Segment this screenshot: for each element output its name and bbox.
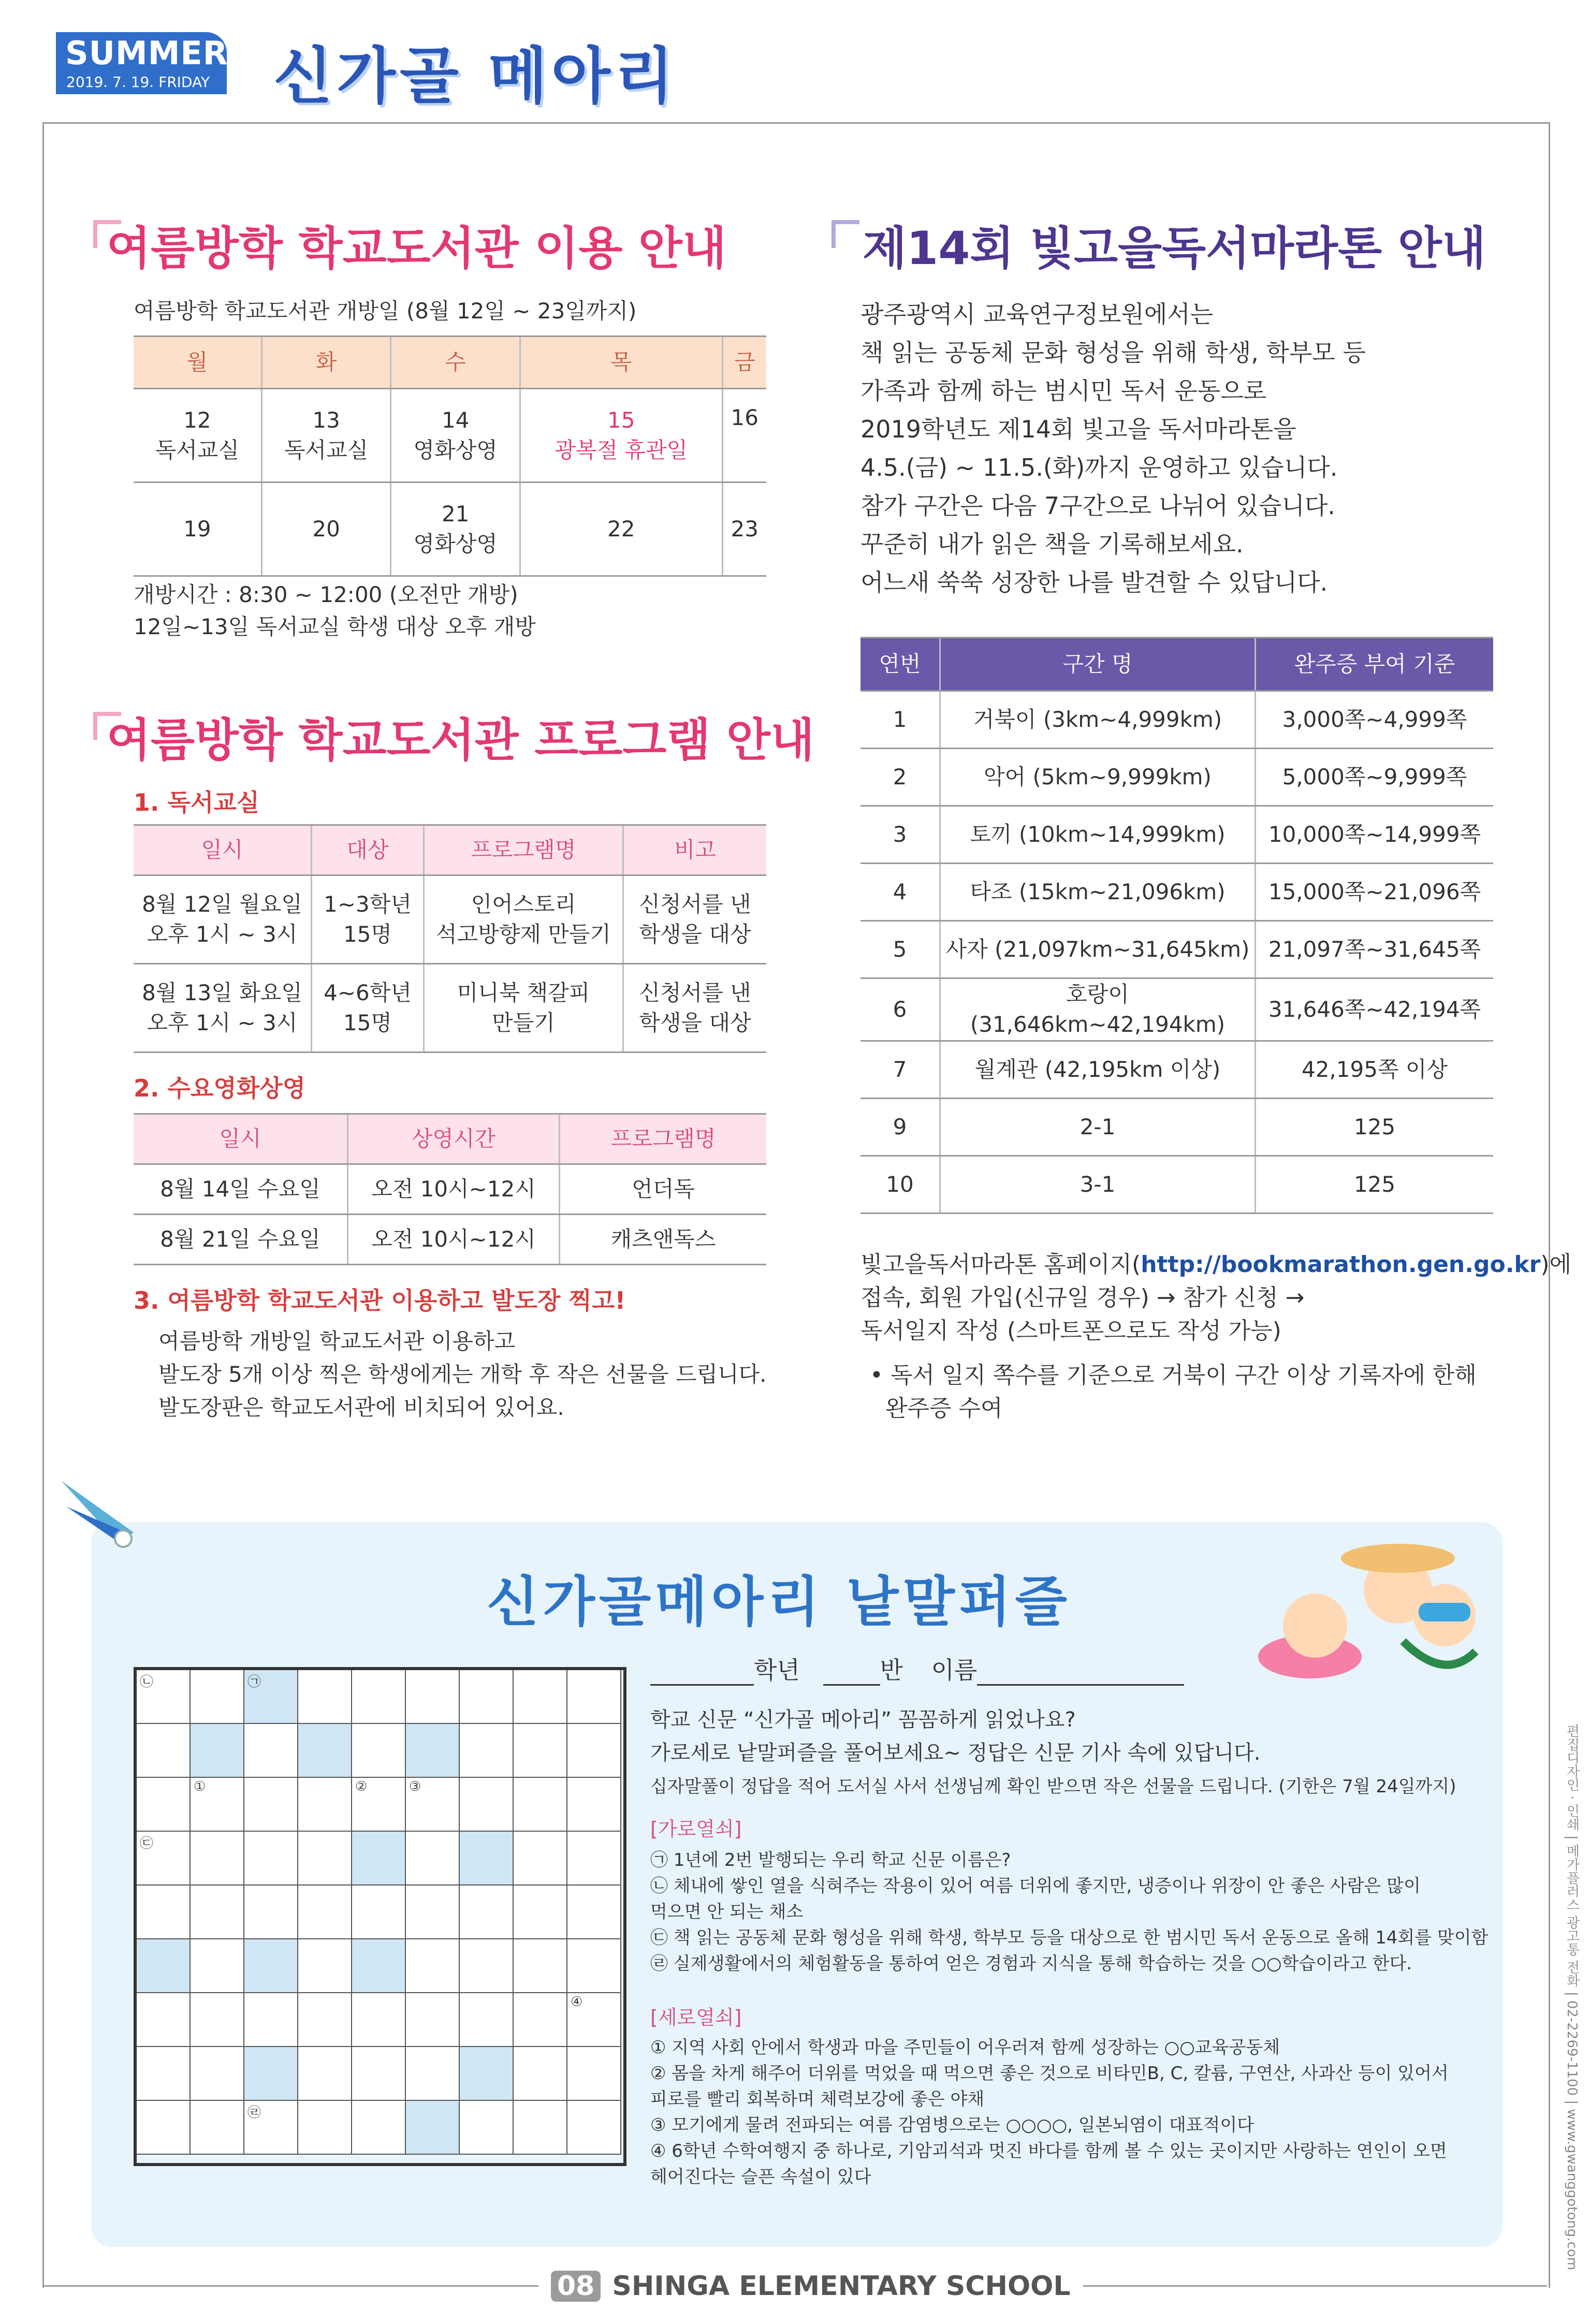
- crossword-cell[interactable]: [406, 1832, 460, 1885]
- table-cell: 4~6학년 15명: [312, 964, 424, 1053]
- col-header: 비고: [623, 825, 767, 875]
- crossword-cell[interactable]: [514, 1778, 567, 1832]
- crossword-cell[interactable]: [514, 1885, 567, 1939]
- clue-number: ㉠: [247, 1674, 261, 1690]
- table-cell: 8월 12일 월요일 오후 1시 ~ 3시: [134, 875, 312, 964]
- table-cell: 사자 (21,097km~31,645km): [940, 921, 1256, 978]
- date-cell: 23: [722, 483, 766, 576]
- crossword-cell[interactable]: [244, 2047, 298, 2101]
- crossword-cell[interactable]: [514, 1832, 567, 1885]
- day-header: 금: [722, 337, 766, 389]
- table-cell: 신청서를 낸 학생을 대상: [623, 964, 767, 1053]
- movie-subtitle: 2. 수요영화상영: [134, 1074, 306, 1102]
- crossword-cell[interactable]: [567, 1885, 621, 1939]
- crossword-cell[interactable]: [460, 2047, 514, 2101]
- table-cell: 3: [860, 806, 940, 864]
- crossword-cell[interactable]: [191, 1778, 244, 1832]
- library-intro: 여름방학 학교도서관 개방일 (8월 12일 ~ 23일까지): [134, 298, 637, 324]
- crossword-grid: [134, 1667, 626, 2166]
- table-cell: 언더독: [560, 1164, 767, 1215]
- crossword-cell[interactable]: [406, 1993, 460, 2047]
- crossword-cell[interactable]: [137, 2047, 191, 2101]
- table-cell: 8월 14일 수요일: [134, 1164, 348, 1215]
- crossword-cell[interactable]: [137, 1670, 191, 1724]
- table-cell: 6: [860, 978, 940, 1041]
- printer-credit: 편집디자인 · 인쇄 | 메가플러스 광고통 전화 | 02-2269-1100 | www.gwanggotong.com: [1564, 1724, 1580, 2271]
- crossword-cell[interactable]: [352, 1993, 406, 2047]
- stamp-line: 발도장 5개 이상 찍은 학생에게는 개학 후 작은 선물을 드립니다.: [158, 1362, 767, 1387]
- table-cell: 10: [860, 1156, 940, 1214]
- table-cell: 오전 10시~12시: [348, 1164, 560, 1215]
- stamp-subtitle: 3. 여름방학 학교도서관 이용하고 발도장 찍고!: [134, 1287, 626, 1314]
- col-header: 연번: [860, 638, 940, 691]
- crossword-cell[interactable]: [244, 1778, 298, 1832]
- date-cell: 12 독서교실: [134, 389, 261, 483]
- crossword-cell[interactable]: [137, 1832, 191, 1885]
- crossword-cell[interactable]: [567, 2047, 621, 2101]
- crossword-cell[interactable]: [514, 2101, 567, 2155]
- crossword-cell[interactable]: [137, 1885, 191, 1939]
- crossword-cell[interactable]: [406, 1724, 460, 1778]
- table-cell: 호랑이 (31,646km~42,194km): [940, 978, 1256, 1041]
- table-cell: 2-1: [940, 1099, 1256, 1156]
- table-cell: 5,000쪽~9,999쪽: [1256, 749, 1494, 806]
- crossword-cell[interactable]: [191, 1832, 244, 1885]
- clue-number: ㉣: [247, 2105, 261, 2121]
- marathon-section-table: [860, 637, 1493, 1214]
- crossword-cell[interactable]: [514, 1993, 567, 2047]
- season-badge: [56, 32, 227, 94]
- program-title: 여름방학 학교도서관 프로그램 안내: [107, 713, 815, 767]
- crossword-cell[interactable]: [298, 1993, 352, 2047]
- children-illustration-icon: [1248, 1538, 1486, 1693]
- day-header: 수: [391, 337, 520, 389]
- student-info-line: 학년 반 이름: [650, 1651, 1184, 1686]
- table-cell: 1~3학년 15명: [312, 875, 424, 964]
- table-cell: 15,000쪽~21,096쪽: [1256, 864, 1494, 921]
- newspaper-title: 신가골 메아리: [273, 40, 678, 112]
- crossword-cell[interactable]: [406, 1885, 460, 1939]
- table-cell: 8월 13일 화요일 오후 1시 ~ 3시: [134, 964, 312, 1053]
- date-cell: 21 영화상영: [391, 483, 520, 576]
- col-header: 프로그램명: [560, 1114, 767, 1164]
- crossword-cell[interactable]: [352, 1724, 406, 1778]
- puzzle-title: 신가골메아리 낱말퍼즐: [487, 1570, 1071, 1633]
- puzzle-intro: 학교 신문 “신가골 메아리” 꼼꼼하게 읽었나요? 가로세로 낱말퍼즐을 풀어보세요~ 정답은 신문 기사 속에 있답니다.: [650, 1708, 1261, 1765]
- crossword-cell[interactable]: [298, 1939, 352, 1993]
- crossword-cell[interactable]: [460, 1778, 514, 1832]
- crossword-cell[interactable]: [137, 1724, 191, 1778]
- crossword-cell[interactable]: [137, 2101, 191, 2155]
- marathon-homepage-link[interactable]: http://bookmarathon.gen.go.kr: [1141, 1251, 1541, 1278]
- marathon-description: 광주광역시 교육연구정보원에서는 책 읽는 공동체 문화 형성을 위해 학생, 학부모 등 가족과 함께 하는 범시민 독서 운동으로 2019학년도 제14회 빛고을 독서마라톤을 4.5.(금) ~ 11.5.(화)까지 운영하고 있습니다. 참가 구간은 다음 7구간으로 나뉘어 있습니다. 꾸준히 내가 읽은 책을 기록해보세요. 어느새 쑥쑥 성장한 나를 발견할 수 있답니다.: [860, 300, 1366, 596]
- crossword-cell[interactable]: [137, 1993, 191, 2047]
- crossword-cell[interactable]: [567, 1778, 621, 1832]
- table-cell: 인어스토리 석고방향제 만들기: [424, 875, 623, 964]
- library-schedule-table: [134, 335, 766, 577]
- day-header: 월: [134, 337, 261, 389]
- across-clues: ㉠ 1년에 2번 발행되는 우리 학교 신문 이름은? ㉡ 체내에 쌓인 열을 식혀주는 작용이 있어 여름 더위에 좋지만, 냉증이나 위장이 안 좋은 사람은 많이 먹으면 안 되는 채소 ㉢ 책 읽는 공동체 문화 형성을 위해 학생, 학부모 등을 대상으로 한 범시민 독서 운동으로 올해 14회를 맞이함 ㉣ 실제생활에서의 체험활동을 통하여 얻은 경험과 지식을 통해 학습하는 것을 ○○학습이라고 한다.: [650, 1850, 1489, 1974]
- table-cell: 1: [860, 691, 940, 749]
- table-cell: 오전 10시~12시: [348, 1215, 560, 1265]
- down-clues: ① 지역 사회 안에서 학생과 마을 주민들이 어우러져 함께 성장하는 ○○교육공동체 ② 몸을 차게 해주어 더위를 먹었을 때 먹으면 좋은 것으로 비타민B, C, 칼륨, 구연산, 사과산 등이 있어서 피로를 빨리 회복하며 체력보강에 좋은 야채 ③ 모기에게 물려 전파되는 여름 감염병으로는 ○○○○, 일본뇌염이 대표적이다 ④ 6학년 수학여행지 중 하나로, 기암괴석과 멋진 바다를 함께 볼 수 있는 곳이지만 사랑하는 연인이 오면 헤어진다는 슬픈 속설이 있다: [650, 2037, 1449, 2187]
- crossword-cell[interactable]: [298, 2047, 352, 2101]
- crossword-cell[interactable]: [298, 1778, 352, 1832]
- crossword-cell[interactable]: [352, 1939, 406, 1993]
- date-cell: 13 독서교실: [261, 389, 391, 483]
- col-header: 상영시간: [348, 1114, 560, 1164]
- table-cell: 악어 (5km~9,999km): [940, 749, 1256, 806]
- crossword-cell[interactable]: [406, 2101, 460, 2155]
- date-cell: 16: [722, 389, 766, 483]
- grade-blank[interactable]: [650, 1656, 754, 1686]
- clue-number: ①: [194, 1779, 206, 1794]
- crossword-cell[interactable]: [137, 1939, 191, 1993]
- col-header: 프로그램명: [424, 825, 623, 875]
- table-cell: 토끼 (10km~14,999km): [940, 806, 1256, 864]
- col-header: 완주증 부여 기준: [1256, 638, 1494, 691]
- crossword-cell[interactable]: [244, 1939, 298, 1993]
- crossword-cell[interactable]: [137, 1778, 191, 1832]
- crossword-cell[interactable]: [191, 2047, 244, 2101]
- crossword-cell[interactable]: [460, 1832, 514, 1885]
- clue-number: ②: [355, 1779, 368, 1794]
- table-cell: 42,195쪽 이상: [1256, 1041, 1494, 1099]
- crossword-cell[interactable]: [460, 2101, 514, 2155]
- crossword-cell[interactable]: [191, 1993, 244, 2047]
- puzzle-notice: 십자말풀이 정답을 적어 도서실 사서 선생님께 확인 받으면 작은 선물을 드립니다. (기한은 7월 24일까지): [650, 1776, 1456, 1797]
- library-title: 여름방학 학교도서관 이용 안내: [107, 222, 727, 275]
- table-cell: 월계관 (42,195km 이상): [940, 1041, 1256, 1099]
- marathon-bullet: • 독서 일지 쪽수를 기준으로 거북이 구간 이상 기록자에 한해: [870, 1362, 1477, 1388]
- library-hours: 개방시간 : 8:30 ~ 12:00 (오전만 개방): [134, 582, 518, 607]
- table-cell: 21,097쪽~31,645쪽: [1256, 921, 1494, 978]
- marathon-title: 제14회 빛고을독서마라톤 안내: [863, 222, 1486, 275]
- crossword-cell[interactable]: [244, 1832, 298, 1885]
- date-cell: 19: [134, 483, 261, 576]
- crossword-cell[interactable]: [352, 2101, 406, 2155]
- crossword-cell[interactable]: [460, 1724, 514, 1778]
- col-header: 일시: [134, 1114, 348, 1164]
- table-cell: 5: [860, 921, 940, 978]
- movie-table: [134, 1113, 766, 1265]
- crossword-cell[interactable]: [244, 2101, 298, 2155]
- crossword-cell[interactable]: [191, 2101, 244, 2155]
- table-cell: 미니북 책갈피 만들기: [424, 964, 623, 1053]
- marathon-bullet-cont: 완주증 수여: [885, 1395, 1003, 1422]
- pin-icon: [56, 1475, 139, 1553]
- reading-class-subtitle: 1. 독서교실: [134, 788, 260, 816]
- crossword-cell[interactable]: [191, 1724, 244, 1778]
- col-header: 대상: [312, 825, 424, 875]
- table-cell: 거북이 (3km~4,999km): [940, 691, 1256, 749]
- table-cell: 10,000쪽~14,999쪽: [1256, 806, 1494, 864]
- crossword-cell[interactable]: [460, 1993, 514, 2047]
- crossword-cell[interactable]: [567, 1832, 621, 1885]
- down-heading: [세로열쇠]: [650, 2006, 742, 2029]
- crossword-cell[interactable]: [514, 1670, 567, 1724]
- crossword-cell[interactable]: [298, 1885, 352, 1939]
- crossword-cell[interactable]: [460, 1885, 514, 1939]
- col-header: 구간 명: [940, 638, 1256, 691]
- season-label: SUMMER: [65, 34, 228, 72]
- table-cell: 9: [860, 1099, 940, 1156]
- crossword-cell[interactable]: [244, 1670, 298, 1724]
- clue-number: ㉢: [140, 1836, 154, 1851]
- crossword-cell[interactable]: [352, 2047, 406, 2101]
- crossword-cell[interactable]: [514, 1724, 567, 1778]
- crossword-cell[interactable]: [191, 1885, 244, 1939]
- table-cell: 타조 (15km~21,096km): [940, 864, 1256, 921]
- crossword-cell[interactable]: [191, 1939, 244, 1993]
- page-number: 08: [551, 2271, 601, 2302]
- table-cell: 3-1: [940, 1156, 1256, 1214]
- table-cell: 캐츠앤독스: [560, 1215, 767, 1265]
- date-cell: 14 영화상영: [391, 389, 520, 483]
- clue-number: ③: [409, 1779, 421, 1794]
- date-cell: 20: [261, 483, 391, 576]
- crossword-cell[interactable]: [298, 2101, 352, 2155]
- table-cell: 7: [860, 1041, 940, 1099]
- reading-class-table: [134, 824, 766, 1053]
- day-header: 목: [520, 337, 722, 389]
- crossword-cell[interactable]: [567, 1939, 621, 1993]
- crossword-cell[interactable]: [298, 1832, 352, 1885]
- crossword-cell[interactable]: [352, 1885, 406, 1939]
- marathon-step-line: 접속, 회원 가입(신규일 경우) → 참가 신청 →: [860, 1284, 1305, 1311]
- issue-date: 2019. 7. 19. FRIDAY: [66, 74, 210, 91]
- footer: [538, 2270, 1083, 2303]
- across-heading: [가로열쇠]: [650, 1818, 742, 1840]
- crossword-cell[interactable]: [567, 2101, 621, 2155]
- table-cell: 4: [860, 864, 940, 921]
- school-name: SHINGA ELEMENTARY SCHOOL: [612, 2271, 1071, 2302]
- crossword-cell[interactable]: [460, 1939, 514, 1993]
- name-blank[interactable]: [977, 1656, 1184, 1686]
- day-header: 화: [261, 337, 391, 389]
- corner-decoration-icon: [832, 220, 859, 248]
- crossword-cell[interactable]: [244, 1885, 298, 1939]
- holiday-cell: 15 광복절 휴관일: [520, 389, 722, 483]
- crossword-cell[interactable]: [406, 1939, 460, 1993]
- crossword-cell[interactable]: [406, 2047, 460, 2101]
- crossword-cell[interactable]: [352, 1832, 406, 1885]
- marathon-site-line: 빛고을독서마라톤 홈페이지(http://bookmarathon.gen.go.kr)에: [860, 1251, 1572, 1278]
- crossword-cell[interactable]: [298, 1670, 352, 1724]
- crossword-cell[interactable]: [352, 1778, 406, 1832]
- col-header: 일시: [134, 825, 312, 875]
- table-cell: 125: [1256, 1099, 1494, 1156]
- library-note: 12일~13일 독서교실 학생 대상 오후 개방: [134, 614, 536, 639]
- crossword-cell[interactable]: [460, 1670, 514, 1724]
- crossword-cell[interactable]: [567, 1724, 621, 1778]
- table-cell: 125: [1256, 1156, 1494, 1214]
- crossword-cell[interactable]: [567, 1670, 621, 1724]
- marathon-step-line: 독서일지 작성 (스마트폰으로도 작성 가능): [860, 1318, 1281, 1344]
- crossword-cell[interactable]: [514, 2047, 567, 2101]
- table-cell: 8월 21일 수요일: [134, 1215, 348, 1265]
- crossword-cell[interactable]: [352, 1670, 406, 1724]
- clue-number: ④: [571, 1994, 583, 2010]
- crossword-cell[interactable]: [406, 1778, 460, 1832]
- table-cell: 31,646쪽~42,194쪽: [1256, 978, 1494, 1041]
- crossword-cell[interactable]: [567, 1993, 621, 2047]
- table-cell: 2: [860, 749, 940, 806]
- crossword-cell[interactable]: [244, 1724, 298, 1778]
- stamp-line: 발도장판은 학교도서관에 비치되어 있어요.: [158, 1395, 564, 1420]
- class-blank[interactable]: [823, 1656, 880, 1686]
- crossword-cell[interactable]: [244, 1993, 298, 2047]
- table-cell: 신청서를 낸 학생을 대상: [623, 875, 767, 964]
- date-cell: 22: [520, 483, 722, 576]
- table-cell: 3,000쪽~4,999쪽: [1256, 691, 1494, 749]
- crossword-cell[interactable]: [406, 1670, 460, 1724]
- crossword-cell[interactable]: [191, 1670, 244, 1724]
- crossword-cell[interactable]: [298, 1724, 352, 1778]
- crossword-cell[interactable]: [514, 1939, 567, 1993]
- clue-number: ㉡: [140, 1674, 154, 1690]
- stamp-line: 여름방학 개방일 학교도서관 이용하고: [158, 1328, 516, 1354]
